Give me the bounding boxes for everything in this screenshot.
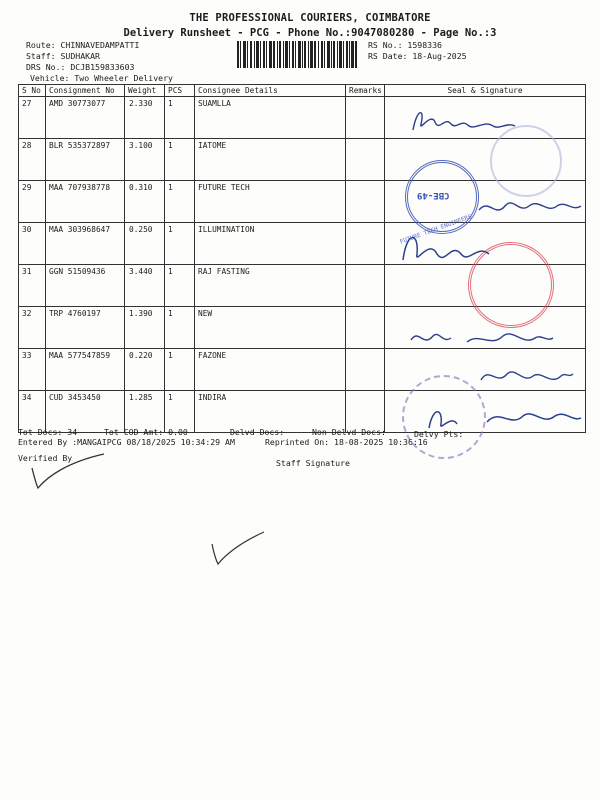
total-cod-amount: Tot COD Amt: 0.00 (104, 427, 188, 437)
cell-pcs: 1 (165, 307, 195, 349)
verified-tick-mark (28, 452, 108, 492)
cell-consignment: TRP 4760197 (46, 307, 125, 349)
cell-pcs: 1 (165, 265, 195, 307)
cell-weight: 0.250 (125, 223, 165, 265)
cell-weight: 3.440 (125, 265, 165, 307)
cell-remarks (346, 307, 385, 349)
cell-consignee: INDIRA (195, 391, 346, 433)
cell-consignee: RAJ FASTING (195, 265, 346, 307)
col-header-consignee: Consignee Details (195, 85, 346, 97)
rs-number: RS No.: 1598336 (368, 40, 442, 50)
cell-pcs: 1 (165, 181, 195, 223)
cell-remarks (346, 97, 385, 139)
pen-tick-mark (208, 528, 268, 568)
cell-remarks (346, 139, 385, 181)
delivered-docs: Delvd Docs: (230, 427, 285, 437)
verified-by-label: Verified By (18, 453, 73, 463)
signature-row-32 (405, 322, 555, 358)
entered-by: Entered By :MANGAIPCG 08/18/2025 10:34:29 AM (18, 437, 235, 447)
cell-sno: 29 (19, 181, 46, 223)
route-label: Route: CHINNAVEDAMPATTI (26, 40, 140, 50)
company-name: THE PROFESSIONAL COURIERS, COIMBATORE (189, 12, 431, 24)
table-header-row (19, 85, 586, 97)
signature-row-30 (395, 224, 505, 272)
staff-signature-label: Staff Signature (276, 458, 350, 468)
cell-sno: 28 (19, 139, 46, 181)
signature-row-29 (475, 188, 585, 224)
total-docs: Tot Docs: 34 (18, 427, 78, 437)
cell-consignment: CUD 3453450 (46, 391, 125, 433)
cell-remarks (346, 223, 385, 265)
non-delivered-docs: Non Delvd Docs: (312, 427, 386, 437)
cell-remarks (346, 265, 385, 307)
cell-pcs: 1 (165, 139, 195, 181)
rs-date: RS Date: 18-Aug-2025 (368, 51, 467, 61)
cell-sno: 34 (19, 391, 46, 433)
cell-consignee: SUAMLLA (195, 97, 346, 139)
stamp-center-text: CBE-49 (417, 190, 450, 200)
cell-sno: 33 (19, 349, 46, 391)
cell-consignment: GGN 51509436 (46, 265, 125, 307)
vehicle-label: Vehicle: Two Wheeler Delivery (30, 73, 173, 83)
drs-number: DRS No.: DCJB159833603 (26, 62, 135, 72)
col-header-remarks: Remarks (346, 85, 385, 97)
delivery-points: Delvy Pts: (414, 429, 464, 439)
cell-pcs: 1 (165, 223, 195, 265)
cell-consignment: MAA 577547859 (46, 349, 125, 391)
staff-label: Staff: SUDHAKAR (26, 51, 100, 61)
cell-sno: 31 (19, 265, 46, 307)
cell-pcs: 1 (165, 391, 195, 433)
reprinted-on: Reprinted On: 18-08-2025 10:36:16 (265, 437, 428, 447)
cell-sno: 27 (19, 97, 46, 139)
col-header-consignment: Consignment No (46, 85, 125, 97)
cell-consignment: BLR 535372897 (46, 139, 125, 181)
cell-consignee: FAZONE (195, 349, 346, 391)
cell-weight: 3.100 (125, 139, 165, 181)
stamp-ring-text: FUTURE TECH ENGINEERS (399, 213, 473, 246)
barcode-image (237, 41, 357, 68)
cell-consignment: MAA 707938778 (46, 181, 125, 223)
cell-consignee: IATOME (195, 139, 346, 181)
cell-weight: 0.310 (125, 181, 165, 223)
cell-sno: 32 (19, 307, 46, 349)
col-header-sno: S No (19, 85, 46, 97)
cell-weight: 1.390 (125, 307, 165, 349)
runsheet-title: Delivery Runsheet - PCG - Phone No.:9047080280 - Page No.:3 (123, 27, 497, 39)
col-header-weight: Weight (125, 85, 165, 97)
cell-weight: 1.285 (125, 391, 165, 433)
cell-pcs: 1 (165, 349, 195, 391)
signature-row-33 (475, 358, 575, 394)
cell-pcs: 1 (165, 97, 195, 139)
cell-weight: 0.220 (125, 349, 165, 391)
cell-consignee: NEW (195, 307, 346, 349)
cell-weight: 2.330 (125, 97, 165, 139)
cell-consignment: MAA 303968647 (46, 223, 125, 265)
cell-remarks (346, 349, 385, 391)
cell-consignee: ILLUMINATION (195, 223, 346, 265)
col-header-seal: Seal & Signature (385, 85, 586, 97)
signature-row-27 (395, 102, 525, 142)
cell-sno: 30 (19, 223, 46, 265)
cell-consignee: FUTURE TECH (195, 181, 346, 223)
col-header-pcs: PCS (165, 85, 195, 97)
cell-consignment: AMD 30773077 (46, 97, 125, 139)
cell-remarks (346, 181, 385, 223)
